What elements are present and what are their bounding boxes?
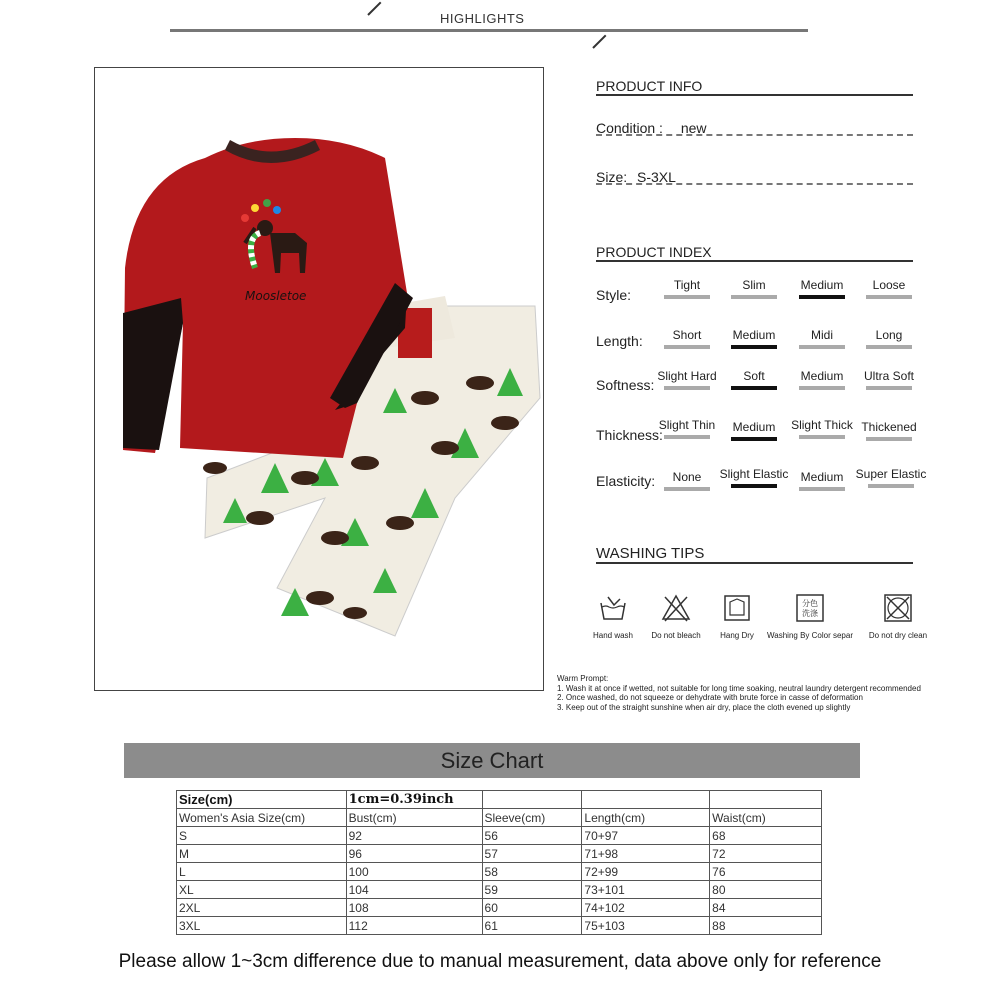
table-cell: 68 [710,827,822,845]
table-cell: 59 [482,881,582,899]
no-bleach-icon [661,593,691,623]
table-cell: 92 [346,827,482,845]
table-cell: 112 [346,917,482,935]
header-cell: Bust(cm) [346,809,482,827]
header-slash-right [592,35,606,49]
table-cell: 2XL [177,899,347,917]
elasticity-option-medium: Medium [787,470,857,491]
table-row [177,863,822,881]
header-title: HIGHLIGHTS [440,11,525,26]
style-option-tight: Tight [652,278,722,299]
table-cell: 61 [482,917,582,935]
length-option-midi: Midi [787,328,857,349]
product-image-frame [94,67,544,691]
style-option-medium: Medium [787,278,857,299]
table-cell: 108 [346,899,482,917]
length-option-short: Short [652,328,722,349]
table-cell: 104 [346,881,482,899]
size-value: S-3XL [637,169,676,185]
shirt-print-text: Moosletoe [245,289,307,303]
table-row [177,845,822,863]
table-cell: 57 [482,845,582,863]
condition-dashed-line [596,134,913,136]
hand-wash-label: Hand wash [592,631,634,640]
header-divider [170,29,808,32]
header-cell: Women's Asia Size(cm) [177,809,347,827]
product-index-underline [596,260,913,262]
color-separate-label: Washing By Color separ [767,631,853,640]
table-cell: 74+102 [582,899,710,917]
style-label: Style: [596,287,632,303]
pajama-set-illustration [95,68,543,690]
wash-item-hand-wash [585,593,641,640]
product-info-title: PRODUCT INFO [596,78,703,94]
softness-option-soft: Soft [719,369,789,390]
softness-option-medium: Medium [787,369,857,390]
table-cell: XL [177,881,347,899]
warm-prompt [557,674,921,712]
size-dashed-line [596,183,913,185]
length-label: Length: [596,333,643,349]
thickness-option-slight-thin: Slight Thin [652,418,722,439]
elasticity-option-super-elastic: Super Elastic [850,467,932,488]
empty-cell [482,791,582,809]
product-info-underline [596,94,913,96]
table-cell: 60 [482,899,582,917]
table-cell: 3XL [177,917,347,935]
thickness-option-slight-thick: Slight Thick [787,418,857,439]
size-label: Size: [596,169,628,185]
hang-dry-icon [722,593,752,623]
warm-prompt-line-1: 1. Wash it at once if wetted, not suitable for long time soaking, neutral laundry detergent recommended [557,683,921,693]
table-cell: 72 [710,845,822,863]
table-cell: S [177,827,347,845]
table-cell: 58 [482,863,582,881]
condition-label: Condition : [596,120,663,136]
condition-value: new [680,120,707,136]
color-separate-icon [795,593,825,623]
softness-option-slight-hard: Slight Hard [652,369,722,390]
table-cell: 72+99 [582,863,710,881]
table-row [177,881,822,899]
elasticity-label: Elasticity: [596,473,656,489]
unit-label-cell: Size(cm) [177,791,347,809]
table-row [177,827,822,845]
style-option-loose: Loose [854,278,924,299]
empty-cell [710,791,822,809]
table-cell: 73+101 [582,881,710,899]
footer-note: Please allow 1~3cm difference due to manual measurement, data above only for reference [118,951,882,972]
product-index-title: PRODUCT INDEX [596,244,712,260]
table-cell: 80 [710,881,822,899]
warm-prompt-title: Warm Prompt: [557,674,609,683]
svg-text:分色: 分色 [802,599,818,608]
table-row [177,899,822,917]
style-option-slim: Slim [719,278,789,299]
table-cell: 88 [710,917,822,935]
thickness-option-medium: Medium [719,420,789,441]
header-cell: Sleeve(cm) [482,809,582,827]
size-chart-banner: Size Chart [124,743,860,778]
table-cell: 75+103 [582,917,710,935]
table-cell: 96 [346,845,482,863]
softness-label: Softness: [596,377,655,393]
washing-tips-underline [596,562,913,564]
elasticity-option-none: None [652,470,722,491]
empty-cell [582,791,710,809]
table-cell: 84 [710,899,822,917]
table-cell: 100 [346,863,482,881]
table-cell: L [177,863,347,881]
table-cell: M [177,845,347,863]
table-cell: 70+97 [582,827,710,845]
header-cell: Length(cm) [582,809,710,827]
size-chart-table [176,790,822,935]
warm-prompt-line-3: 3. Keep out of the straight sunshine when air dry, place the cloth evened up slightly [557,702,851,712]
no-dry-clean-icon [883,593,913,623]
table-header-row [177,809,822,827]
svg-text:洗涤: 洗涤 [802,609,818,618]
product-index-table [596,278,976,508]
no-dry-clean-label: Do not dry clean [868,631,928,640]
table-cell: 71+98 [582,845,710,863]
header-slash-left [367,2,381,16]
softness-option-ultra-soft: Ultra Soft [854,369,924,390]
thickness-label: Thickness: [596,427,663,443]
table-row [177,917,822,935]
length-option-medium: Medium [719,328,789,349]
no-bleach-label: Do not bleach [651,631,701,640]
washing-tips-title: WASHING TIPS [596,545,705,562]
wash-item-hang-dry [712,593,762,640]
hand-wash-icon [598,593,628,623]
wash-item-no-bleach [645,593,707,640]
conversion-cell: 1cm=0.39inch [346,791,482,809]
hang-dry-label: Hang Dry [720,631,754,640]
warm-prompt-line-2: 2. Once washed, do not squeeze or dehydrate with brute force in casse of deformation [557,693,863,702]
wash-item-no-dry-clean [863,593,933,640]
wash-item-color-separate [762,593,858,640]
header-cell: Waist(cm) [710,809,822,827]
table-cell: 56 [482,827,582,845]
table-cell: 76 [710,863,822,881]
table-row [177,791,822,809]
elasticity-option-slight-elastic: Slight Elastic [709,467,799,488]
length-option-long: Long [854,328,924,349]
thickness-option-thickened: Thickened [854,420,924,441]
